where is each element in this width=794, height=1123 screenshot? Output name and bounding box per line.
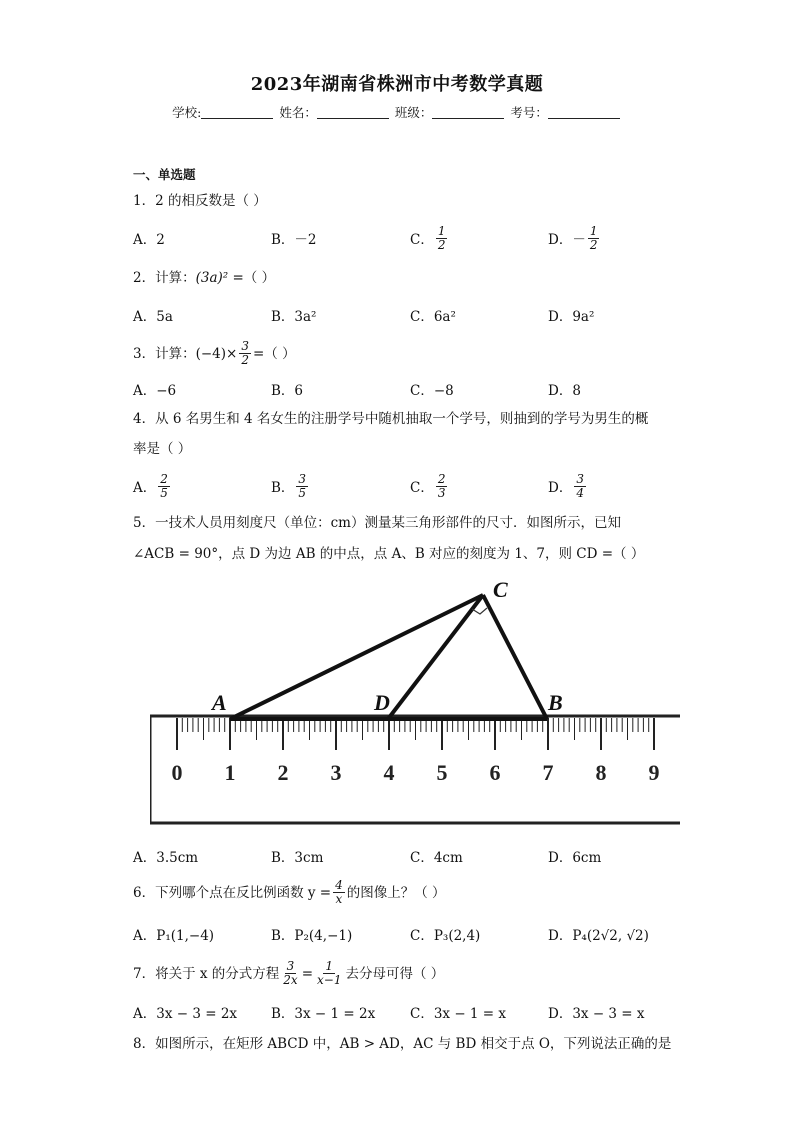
side-cb — [483, 595, 547, 719]
option-d-label: D． — [548, 480, 573, 496]
option-b: B．3cm — [271, 850, 324, 866]
class-blank — [432, 106, 504, 119]
denominator: 5 — [298, 485, 307, 500]
student-info-line — [0, 103, 794, 121]
numerator: 2 — [437, 471, 446, 486]
option-c: C．6a² — [410, 309, 456, 325]
name-blank — [317, 106, 389, 119]
question-2-options — [133, 298, 693, 332]
ruler-number: 8 — [595, 760, 607, 785]
fraction — [296, 473, 308, 500]
name-label: 姓名： — [279, 105, 317, 120]
question-1-options — [133, 221, 693, 255]
option-a: A．P₁(1,−4) — [133, 928, 215, 944]
label-a: A — [212, 690, 227, 715]
numerator: 2 — [160, 471, 168, 486]
ruler-number: 7 — [542, 760, 554, 785]
option-b: B．6 — [271, 383, 304, 399]
question-6-options — [133, 917, 693, 951]
class-label: 班级： — [394, 105, 433, 120]
fraction — [158, 473, 170, 500]
numerator: 3 — [298, 471, 307, 486]
stem-prefix: 6．下列哪个点在反比例函数 y = — [133, 884, 332, 901]
ruler-ticks — [177, 718, 654, 750]
question-6-stem — [133, 879, 446, 906]
fraction — [333, 879, 345, 906]
numerator: 3 — [576, 471, 584, 486]
ruler-number: 6 — [489, 760, 501, 785]
ruler-number: 5 — [436, 760, 448, 785]
numerator: 3 — [286, 959, 295, 973]
option-b: B．3x − 1 = 2x — [271, 1006, 376, 1022]
option-a: A．5a — [133, 309, 173, 325]
side-ac — [230, 595, 483, 719]
school-label: 学校: — [172, 105, 202, 120]
option-c: C．P₃(2,4) — [410, 928, 481, 944]
question-7-stem — [133, 960, 444, 987]
option-d: D．9a² — [548, 309, 595, 325]
label-b: B — [548, 690, 563, 715]
stem-expression: (−4)× — [195, 345, 238, 362]
fraction-left — [281, 960, 299, 987]
ruler-number: 1 — [224, 760, 236, 785]
exam-number-label: 考号： — [510, 105, 548, 120]
option-b — [271, 469, 310, 503]
question-4-stem-line2: 率是（ ） — [133, 441, 192, 457]
denominator: 2 — [437, 237, 446, 252]
question-7-options — [133, 995, 693, 1029]
numerator: 1 — [325, 959, 334, 973]
section-heading: 一、单选题 — [133, 167, 196, 182]
stem-suffix: 去分母可得（ ） — [345, 965, 445, 982]
fraction — [574, 473, 586, 500]
option-d — [548, 469, 588, 503]
option-c: C．4cm — [410, 850, 463, 866]
numerator: 1 — [589, 223, 598, 238]
denominator: 2x — [283, 973, 298, 987]
option-d: D．8 — [548, 383, 581, 399]
question-5-options — [133, 839, 693, 873]
median-cd — [388, 595, 483, 719]
stem-suffix: =（ ） — [252, 345, 296, 362]
option-c: C．3x − 1 = x — [410, 1006, 507, 1022]
question-2-stem — [133, 268, 275, 288]
label-d: D — [374, 690, 390, 715]
denominator: 2 — [241, 353, 249, 367]
denominator: 2 — [589, 237, 598, 252]
option-c-label: C． — [410, 480, 434, 496]
option-c — [410, 221, 449, 255]
option-c — [410, 469, 449, 503]
fraction — [436, 473, 448, 500]
question-4-options — [133, 469, 693, 503]
option-b: B．P₂(4,−1) — [271, 928, 353, 944]
fraction — [436, 225, 448, 252]
option-a — [133, 469, 172, 503]
triangle-ruler-figure — [150, 578, 680, 828]
option-b-label: B． — [271, 480, 295, 496]
denominator: 4 — [576, 485, 584, 500]
school-blank — [201, 106, 273, 119]
ruler-number: 9 — [648, 760, 660, 785]
option-a: A．3x − 3 = 2x — [133, 1006, 238, 1022]
stem-prefix: 2．计算： — [133, 270, 196, 286]
ruler-numbers — [172, 760, 660, 785]
question-1-stem: 1．2 的相反数是（ ） — [133, 193, 267, 209]
question-3-options — [133, 372, 693, 406]
option-a: A．3.5cm — [133, 850, 199, 866]
numerator: 1 — [437, 223, 446, 238]
option-a-label: A． — [133, 480, 157, 496]
denominator: x — [335, 892, 343, 906]
label-c: C — [493, 578, 508, 602]
option-c-label: C． — [410, 232, 434, 248]
question-8-stem: 8．如图所示，在矩形 ABCD 中，AB > AD，AC 与 BD 相交于点 O，下列说法正确的是 — [133, 1036, 672, 1052]
ruler-number: 0 — [171, 760, 183, 785]
numerator: 3 — [241, 339, 249, 353]
option-d: D．6cm — [548, 850, 602, 866]
page-title: 2023年湖南省株洲市中考数学真题 — [250, 74, 544, 95]
ruler — [150, 716, 680, 823]
option-c: C．−8 — [410, 383, 454, 399]
denominator: x−1 — [317, 973, 342, 987]
fraction — [239, 340, 251, 367]
fraction-right — [315, 960, 343, 987]
exam-number-blank — [548, 106, 620, 119]
question-5-stem-line1: 5．一技术人员用刻度尺（单位：cm）测量某三角形部件的尺寸．如图所示，已知 — [133, 515, 621, 531]
option-d-label: D．－ — [548, 232, 586, 248]
ruler-number: 4 — [383, 760, 395, 785]
stem-prefix: 7．将关于 x 的分式方程 — [133, 965, 280, 982]
stem-expression: (3a)² — [195, 270, 229, 286]
option-a: A．−6 — [133, 383, 177, 399]
option-d: D．3x − 3 = x — [548, 1006, 645, 1022]
numerator: 4 — [335, 878, 343, 892]
option-b: B．3a² — [271, 309, 317, 325]
option-a: A．2 — [133, 232, 165, 248]
stem-suffix: 的图像上？（ ） — [346, 884, 446, 901]
ruler-number: 2 — [277, 760, 289, 785]
stem-prefix: 3．计算： — [133, 345, 196, 362]
question-5-stem-line2: ∠ACB = 90°，点 D 为边 AB 的中点，点 A、B 对应的刻度为 1、7，则 CD =（ ） — [133, 546, 645, 562]
option-b: B．－2 — [271, 232, 317, 248]
denominator: 5 — [160, 485, 168, 500]
equals-sign: = — [301, 965, 314, 982]
stem-suffix: =（ ） — [228, 270, 276, 286]
option-d: D．P₄(2√2, √2) — [548, 928, 649, 944]
question-3-stem — [133, 340, 296, 367]
ruler-number: 3 — [330, 760, 342, 785]
denominator: 3 — [437, 485, 446, 500]
question-4-stem-line1: 4．从 6 名男生和 4 名女生的注册学号中随机抽取一个学号，则抽到的学号为男生的概 — [133, 411, 649, 427]
fraction — [588, 225, 600, 252]
option-d — [548, 221, 601, 255]
